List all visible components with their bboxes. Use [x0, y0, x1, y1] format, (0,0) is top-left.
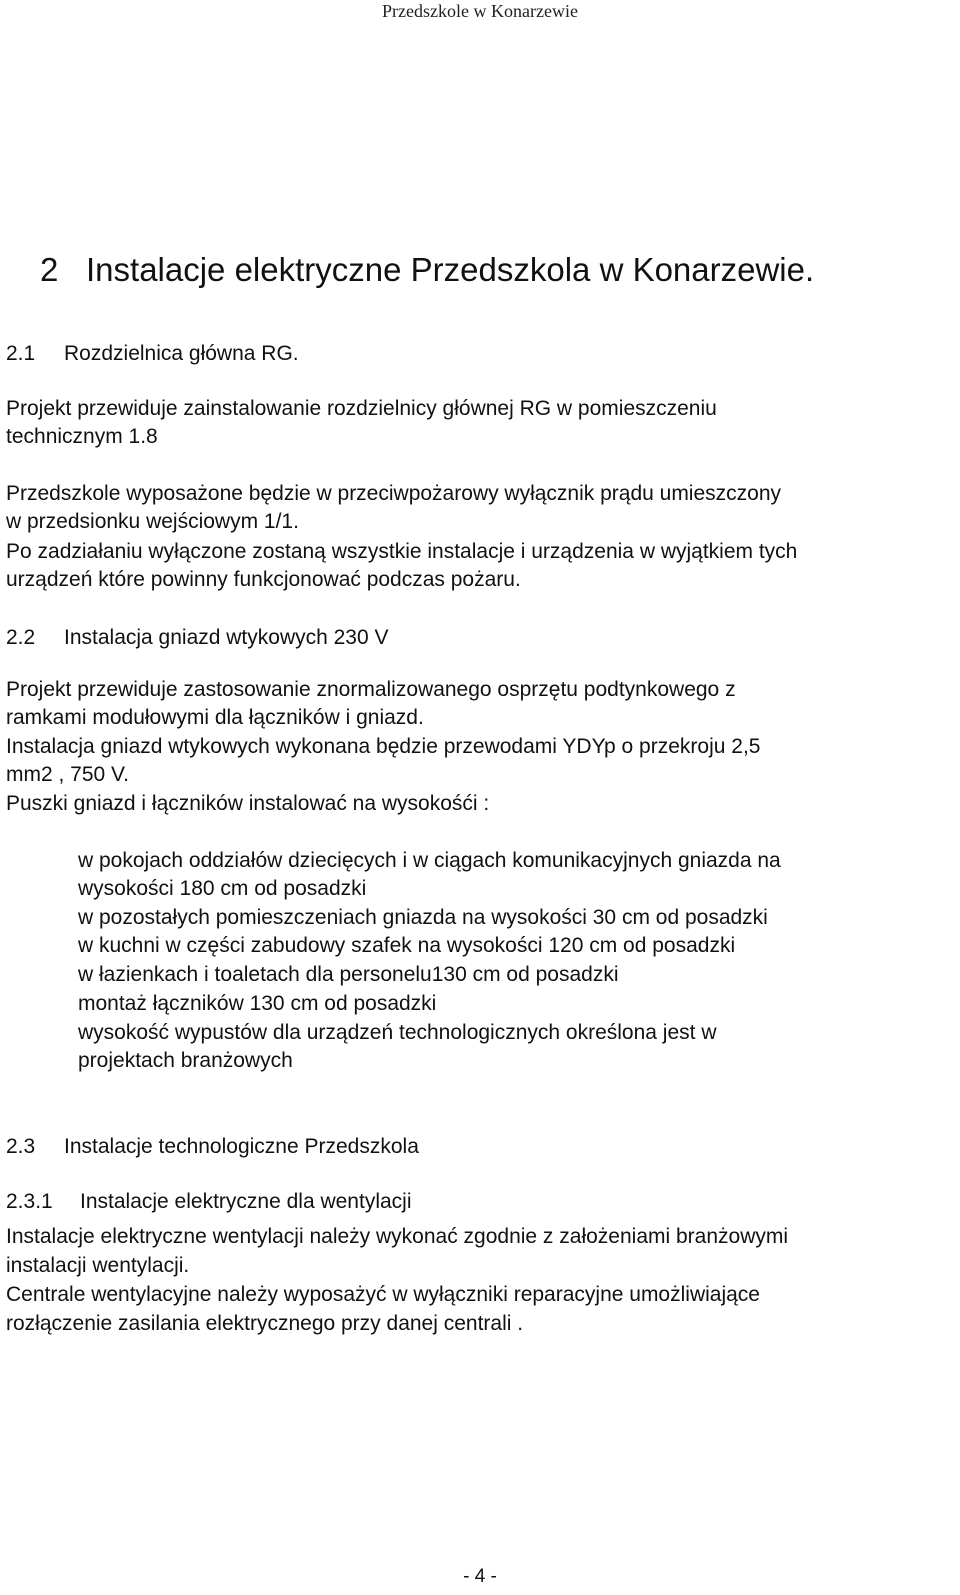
chapter-title-text: Instalacje elektryczne Przedszkola w Konarzewie.	[86, 251, 815, 288]
section-heading-2-3	[6, 1134, 419, 1160]
paragraph-line: Centrale wentylacyjne należy wyposażyć w wyłączniki reparacyjne umożliwiające	[6, 1283, 760, 1306]
paragraph-line: Przedszkole wyposażone będzie w przeciwpożarowy wyłącznik prądu umieszczony	[6, 482, 782, 505]
list-item-line: w pozostałych pomieszczeniach gniazda na wysokości 30 cm od posadzki	[78, 906, 768, 929]
paragraph-line: rozłączenie zasilania elektrycznego przy danej centrali .	[6, 1312, 524, 1335]
list-item-line: projektach branżowych	[78, 1049, 293, 1072]
section-number: 2.3.1	[6, 1190, 53, 1213]
section-number: 2.1	[6, 342, 36, 365]
section-heading-text: Instalacje technologiczne Przedszkola	[64, 1135, 419, 1158]
list-item-line: wysokość wypustów dla urządzeń technologicznych określona jest w	[78, 1021, 717, 1044]
paragraph-line: Instalacje elektryczne wentylacji należy wykonać zgodnie z założeniami branżowymi	[6, 1225, 789, 1248]
chapter-title	[40, 250, 814, 290]
list-item-line: montaż łączników 130 cm od posadzki	[78, 992, 437, 1015]
section-heading-2-1	[6, 341, 299, 367]
paragraph-line: instalacji wentylacji.	[6, 1254, 190, 1277]
paragraph-line: Po zadziałaniu wyłączone zostaną wszystkie instalacje i urządzenia w wyjątkiem tych	[6, 540, 798, 563]
page-footer	[0, 1566, 960, 1588]
section-heading-text: Instalacja gniazd wtykowych 230 V	[64, 626, 389, 649]
list-item-line: w łazienkach i toaletach dla personelu130 cm od posadzki	[78, 963, 619, 986]
paragraph-line: ramkami modułowymi dla łączników i gniazd.	[6, 706, 424, 729]
section-heading-text: Rozdzielnica główna RG.	[64, 342, 299, 365]
page-number: - 4 -	[463, 1566, 497, 1587]
paragraph-line: urządzeń które powinny funkcjonować podczas pożaru.	[6, 568, 521, 591]
section-heading-2-3-1	[6, 1189, 412, 1215]
section-number: 2.2	[6, 626, 36, 649]
section-number: 2.3	[6, 1135, 36, 1158]
section-heading-text: Instalacje elektryczne dla wentylacji	[80, 1190, 412, 1213]
paragraph-line: Projekt przewiduje zainstalowanie rozdzielnicy głównej RG w pomieszczeniu	[6, 397, 717, 420]
list-item-line: w pokojach oddziałów dziecięcych i w ciągach komunikacyjnych gniazda na	[78, 849, 781, 872]
running-header-text: Przedszkole w Konarzewie	[382, 1, 578, 21]
paragraph-line: Instalacja gniazd wtykowych wykonana będzie przewodami YDYp o przekroju 2,5	[6, 735, 761, 758]
paragraph-line: mm2 , 750 V.	[6, 763, 129, 786]
paragraph-line: Puszki gniazd i łączników instalować na wysokośći :	[6, 792, 490, 815]
running-header	[0, 0, 960, 22]
list-item-line: w kuchni w części zabudowy szafek na wysokości 120 cm od posadzki	[78, 934, 736, 957]
section-heading-2-2	[6, 625, 389, 651]
paragraph-line: Projekt przewiduje zastosowanie znormalizowanego osprzętu podtynkowego z	[6, 678, 736, 701]
list-item-line: wysokości 180 cm od posadzki	[78, 877, 367, 900]
chapter-number: 2	[40, 251, 59, 288]
paragraph-line: w przedsionku wejściowym 1/1.	[6, 510, 299, 533]
paragraph-line: technicznym 1.8	[6, 425, 158, 448]
